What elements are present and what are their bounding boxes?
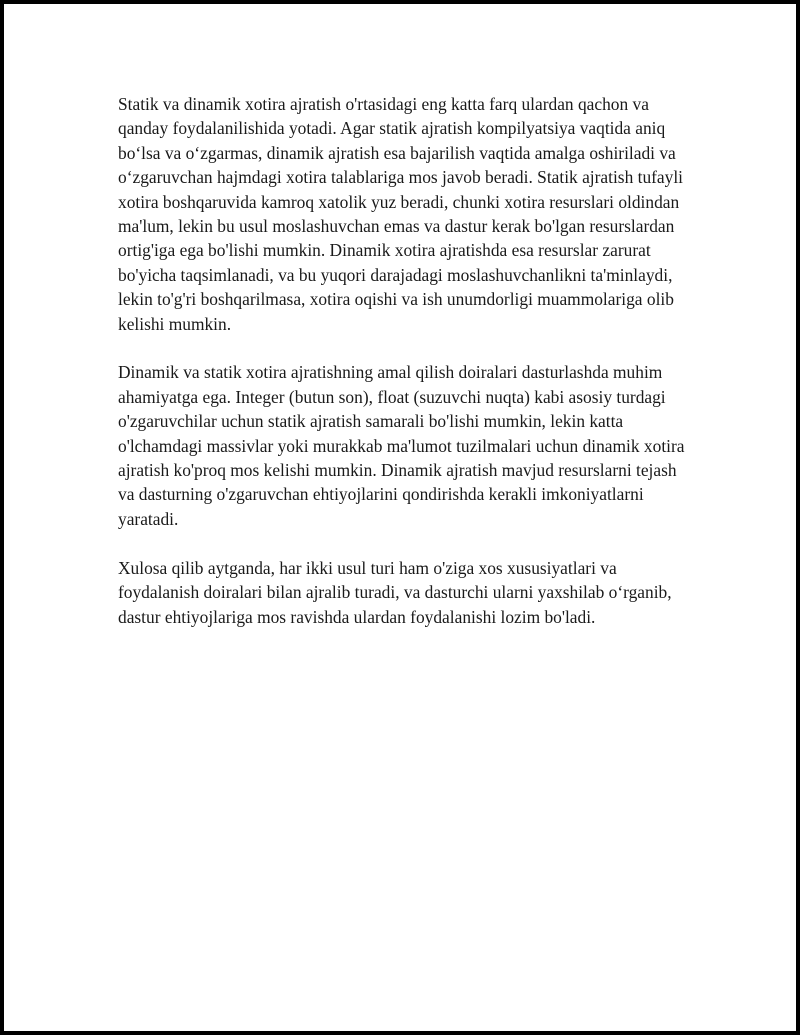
document-body xyxy=(118,92,692,653)
paragraph-1: Statik va dinamik xotira ajratish o'rtasidagi eng katta farq ulardan qachon va qanday foydalanilishida yotadi. Agar statik ajratish kompilyatsiya vaqtida aniq bo‘lsa va o‘zgarmas, dinamik ajratish esa bajarilish vaqtida amalga oshiriladi va o‘zgaruvchan hajmdagi xotira talablariga mos javob beradi. Statik ajratish tufayli xotira boshqaruvida kamroq xatolik yuz beradi, chunki xotira resurslari oldindan ma'lum, lekin bu usul moslashuvchan emas va dastur kerak bo'lgan resurslardan ortig'iga ega bo'lishi mumkin. Dinamik xotira ajratishda esa resurslar zarurat bo'yicha taqsimlanadi, va bu yuqori darajadagi moslashuvchanlikni ta'minlaydi, lekin to'g'ri boshqarilmasa, xotira oqishi va ish unumdorligi muammolariga olib kelishi mumkin. xyxy=(118,94,684,334)
paragraph-2: Dinamik va statik xotira ajratishning amal qilish doiralari dasturlashda muhim ahamiyatga ega. Integer (butun son), float (suzuvchi nuqta) kabi asosiy turdagi o'zgaruvchilar uchun statik ajratish samarali bo'lishi mumkin, lekin katta o'lchamdagi massivlar yoki murakkab ma'lumot tuzilmalari uchun dinamik xotira ajratish ko'proq mos kelishi mumkin. Dinamik ajratish mavjud resurslarni tejash va dasturning o'zgaruvchan ehtiyojlarini qondirishda kerakli imkoniyatlarni yaratadi. xyxy=(118,362,685,529)
paragraph-3: Xulosa qilib aytganda, har ikki usul turi ham o'ziga xos xususiyatlari va foydalanish doiralari bilan ajralib turadi, va dasturchi ularni yaxshilab o‘rganib, dastur ehtiyojlariga mos ravishda ulardan foydalanishi lozim bo'ladi. xyxy=(118,557,672,627)
